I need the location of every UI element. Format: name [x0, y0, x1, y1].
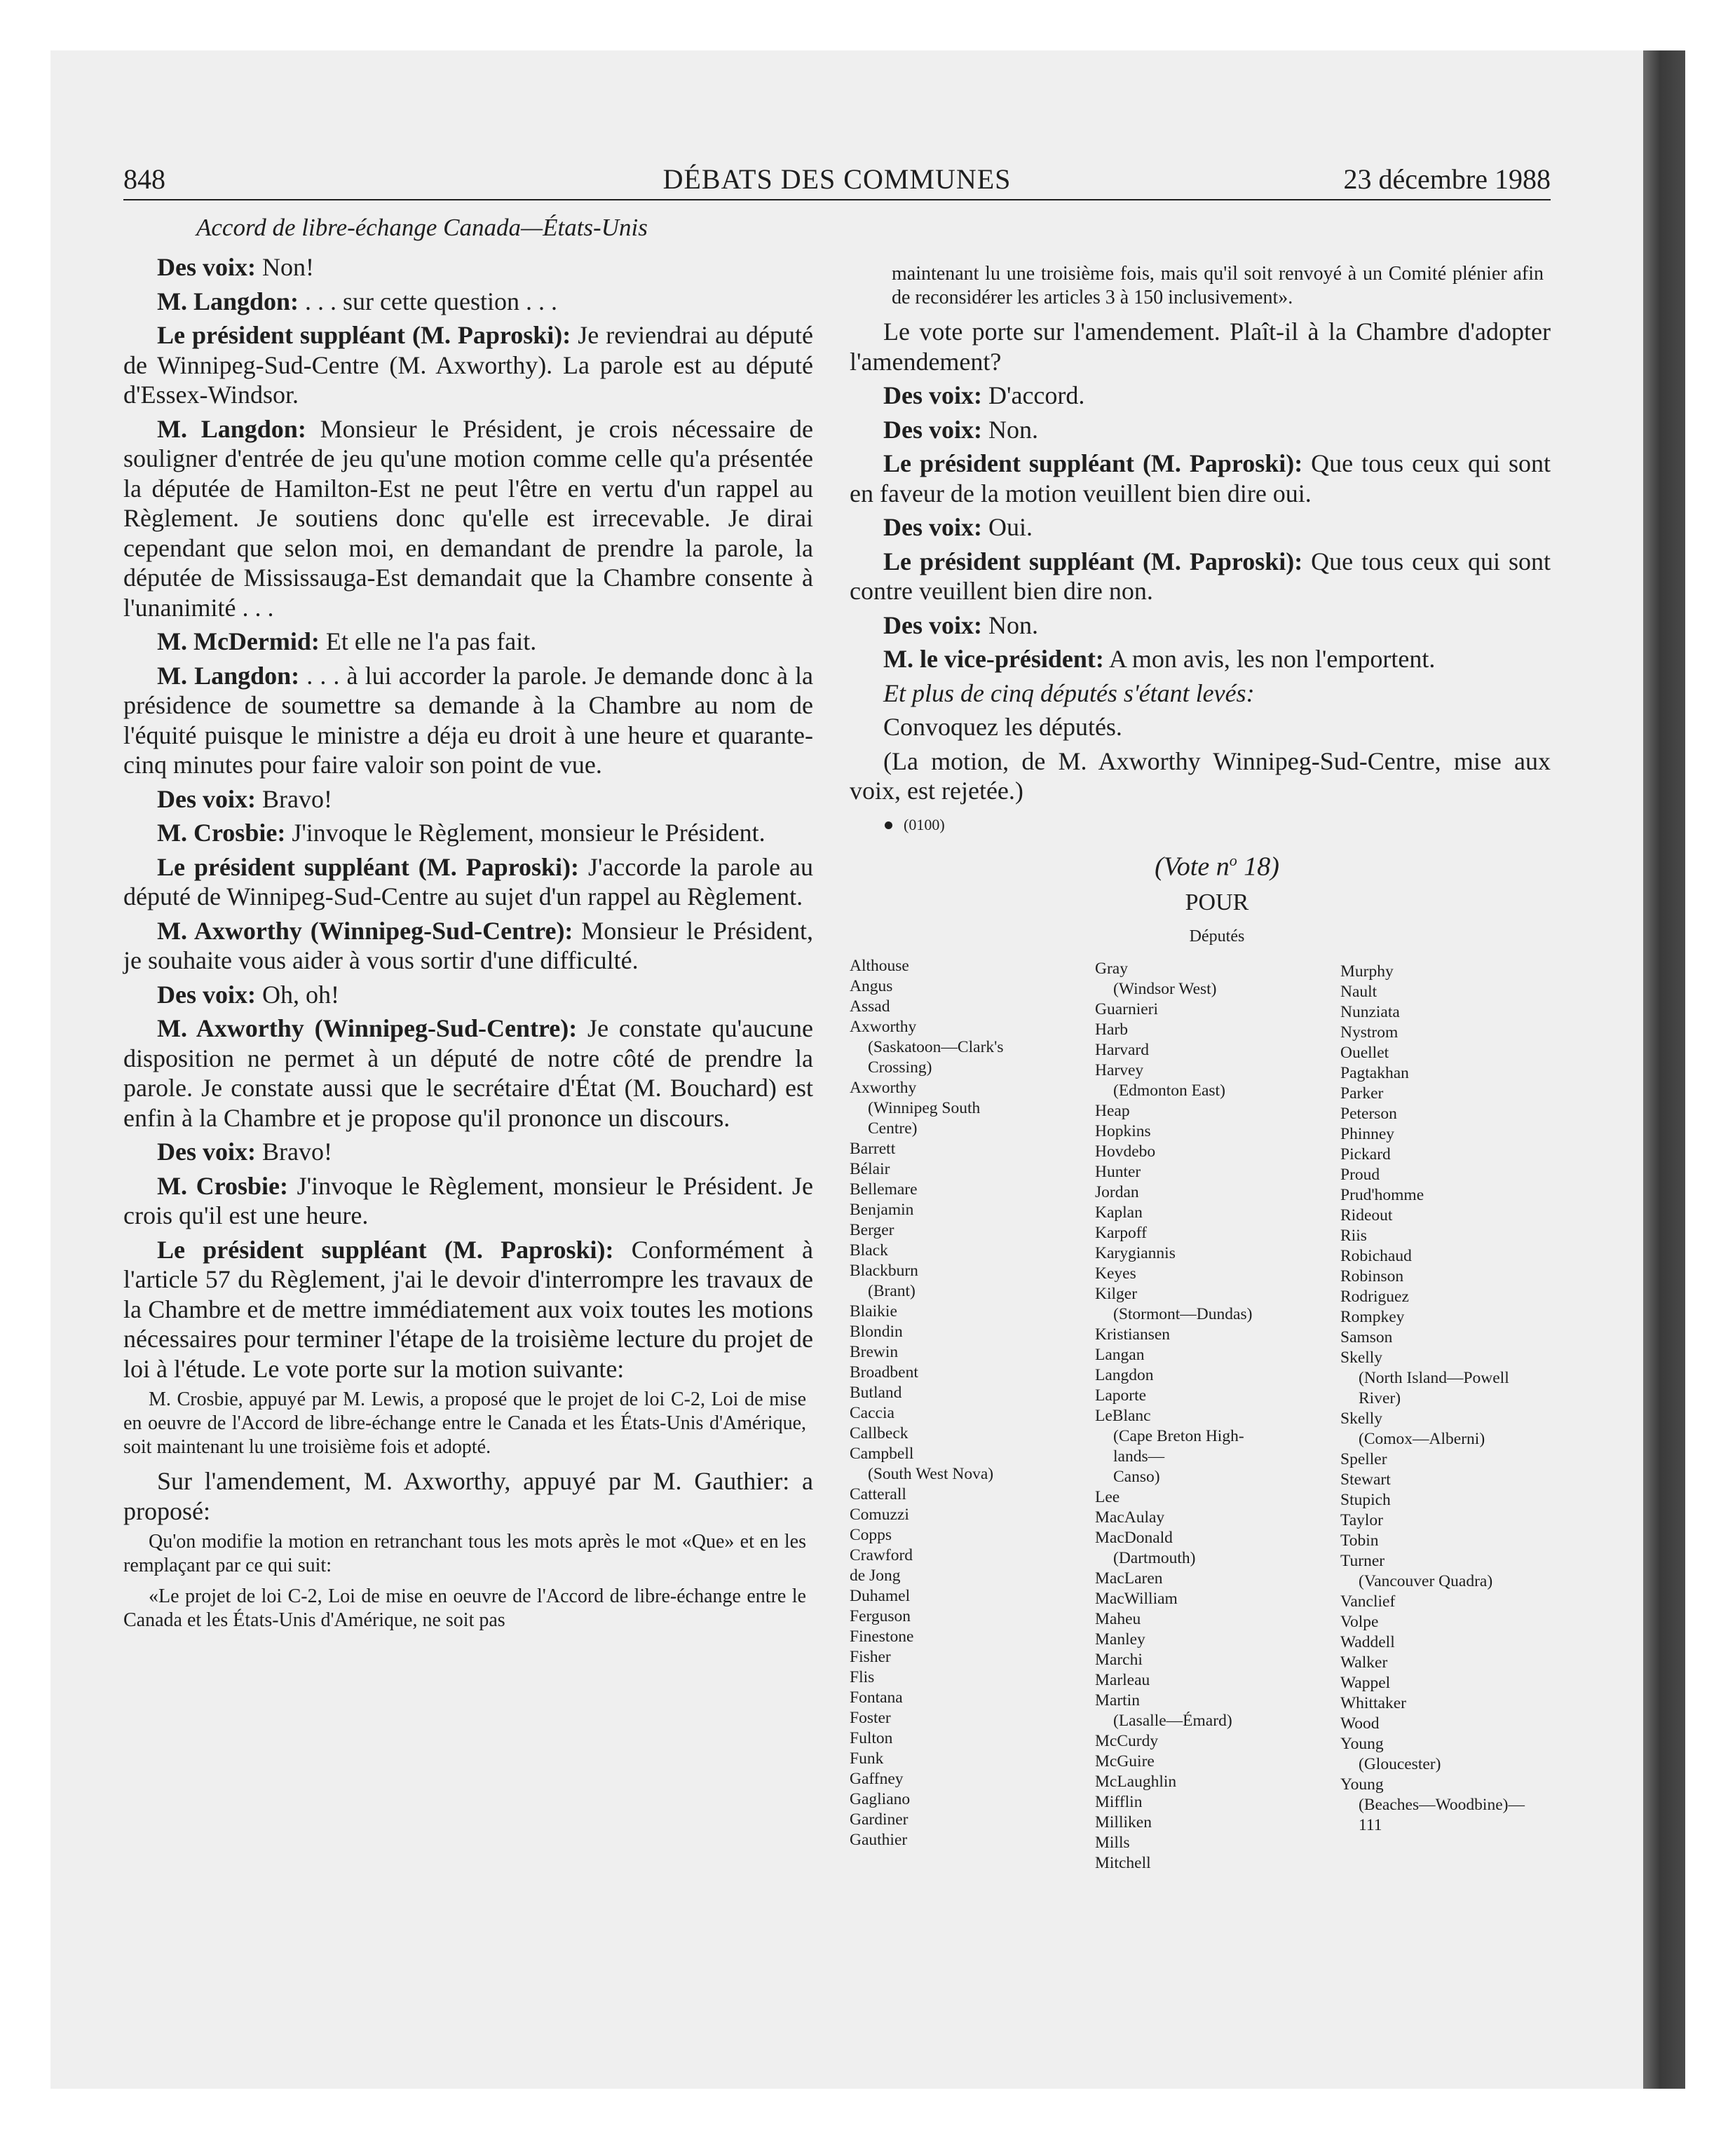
member-name: Tobin: [1340, 1531, 1379, 1550]
member-name: (Dartmouth): [1113, 1548, 1196, 1567]
paragraph: M. Langdon: . . . sur cette question . . .: [157, 287, 557, 315]
member-name: Martin: [1095, 1691, 1140, 1710]
member-name: Gaffney: [850, 1769, 904, 1788]
speaker: M. Langdon:: [157, 287, 299, 315]
speaker: Des voix:: [157, 1138, 256, 1166]
member-name: Murphy: [1340, 962, 1394, 981]
member-name: Harb: [1095, 1020, 1128, 1039]
member-name: Butland: [850, 1383, 902, 1402]
vote-heading-pour: POUR: [1185, 889, 1249, 915]
member-name: Robichaud: [1340, 1246, 1412, 1265]
member-name: Young: [1340, 1775, 1384, 1794]
member-name: Wappel: [1340, 1673, 1391, 1692]
member-name: Gray: [1095, 959, 1128, 978]
member-name: Copps: [850, 1525, 892, 1544]
member-name: Comuzzi: [850, 1505, 909, 1524]
paragraph: M. McDermid: Et elle ne l'a pas fait.: [157, 627, 537, 655]
member-name: (South West Nova): [868, 1464, 994, 1483]
member-name: (Brant): [868, 1281, 916, 1300]
page-date: 23 décembre 1988: [1343, 163, 1551, 195]
member-name: Hunter: [1095, 1162, 1141, 1181]
member-name: Finestone: [850, 1627, 914, 1646]
paragraph: Des voix: Non.: [883, 415, 1038, 444]
member-name: Callbeck: [850, 1424, 909, 1442]
member-name: Rideout: [1340, 1206, 1393, 1224]
quoted-amendment: Qu'on modifie la motion en retranchant tous les mots après le mot «Que» et en les remplaçant par ce qui suit:: [123, 1531, 806, 1576]
member-name: Milliken: [1095, 1813, 1152, 1831]
member-name: Vanclief: [1340, 1592, 1396, 1611]
speaker: Des voix:: [883, 381, 982, 409]
speaker: Des voix:: [157, 980, 256, 1009]
member-name: McLaughlin: [1095, 1772, 1177, 1791]
paragraph: Le vote porte sur l'amendement. Plaît-il à la Chambre d'adopter l'amendement?: [850, 318, 1551, 376]
speaker: Des voix:: [883, 610, 982, 639]
member-name: Harvey: [1095, 1060, 1144, 1079]
speaker: Le président suppléant (M. Paproski):: [883, 449, 1303, 477]
paragraph: Des voix: Non.: [883, 610, 1038, 639]
member-name: de Jong: [850, 1566, 901, 1585]
paragraph: Des voix: Oh, oh!: [157, 980, 339, 1009]
member-name: Gardiner: [850, 1810, 909, 1829]
member-name: (Cape Breton High-: [1113, 1426, 1244, 1445]
member-name: Heap: [1095, 1101, 1130, 1120]
member-name: Ferguson: [850, 1606, 911, 1625]
paragraph: Des voix: D'accord.: [883, 381, 1085, 409]
page-header: [123, 160, 1551, 199]
vote-subheading-deputes: Députés: [1189, 927, 1245, 946]
member-name: Fontana: [850, 1688, 903, 1707]
speaker: M. Langdon:: [157, 661, 300, 690]
member-name: LeBlanc: [1095, 1406, 1151, 1425]
member-name: (Vancouver Quadra): [1359, 1571, 1493, 1590]
member-name: Volpe: [1340, 1612, 1379, 1631]
member-name: Riis: [1340, 1226, 1367, 1245]
member-name: MacLaren: [1095, 1569, 1163, 1588]
member-name: Nunziata: [1340, 1002, 1400, 1021]
member-name: Brewin: [850, 1342, 899, 1361]
member-name: Axworthy: [850, 1078, 917, 1097]
member-name: Kristiansen: [1095, 1325, 1171, 1344]
member-name: Hopkins: [1095, 1121, 1151, 1140]
member-name: Lee: [1095, 1487, 1120, 1506]
member-name: Broadbent: [850, 1363, 918, 1381]
member-name: Prud'homme: [1340, 1185, 1424, 1204]
member-name: Assad: [850, 997, 890, 1016]
time-marker: (0100): [850, 810, 1551, 840]
paragraph: Convoquez les députés.: [883, 713, 1122, 741]
member-name: Waddell: [1340, 1632, 1395, 1651]
scan-edge-shadow: [1643, 50, 1685, 2089]
member-name: McCurdy: [1095, 1731, 1159, 1750]
member-name: (Windsor West): [1113, 979, 1217, 998]
member-name: Stewart: [1340, 1470, 1391, 1489]
member-name: Robinson: [1340, 1267, 1404, 1285]
paragraph: Le président suppléant (M. Paproski): Conformément à l'article 57 du Règlement, j'ai le devoir d'interrompre les travaux de la Chambre et de mettre immédiatement aux voix toutes les motions nécessaires pour terminer l'étape de la troisième lecture du projet de loi à l'étude. Le vote porte sur la motion suivante:: [123, 1235, 813, 1383]
speaker: M. Crosbie:: [157, 1171, 288, 1200]
member-name: Campbell: [850, 1444, 914, 1463]
name-column-3: [1340, 962, 1551, 1836]
member-name: Canso): [1113, 1467, 1160, 1486]
member-name: Jordan: [1095, 1182, 1139, 1201]
member-name: MacWilliam: [1095, 1589, 1178, 1608]
member-name: Caccia: [850, 1403, 894, 1422]
name-column-1: [850, 956, 1088, 1850]
running-head: Accord de libre-échange Canada—États-Unis: [196, 214, 648, 241]
member-name: Maheu: [1095, 1609, 1141, 1628]
member-name: Fulton: [850, 1728, 893, 1747]
paragraph: M. Langdon: Monsieur le Président, je crois nécessaire de souligner d'entrée de jeu qu'une motion comme celle qu'a présentée la députée de Hamilton-Est ne peut l'être en vertu d'un rappel au Règlement. Je soutiens donc qu'elle est irrecevable. Je dirai cependant que selon moi, en demandant de prendre la parole, la députée de Mississauga-Est demandait que la Chambre consente à l'unanimité . . .: [123, 414, 813, 622]
member-name: Funk: [850, 1749, 884, 1768]
member-name: Berger: [850, 1220, 894, 1239]
member-name: (Saskatoon—Clark's: [868, 1037, 1004, 1056]
member-name: Laporte: [1095, 1386, 1147, 1405]
member-name: Karygiannis: [1095, 1243, 1176, 1262]
header-rule: [123, 199, 1551, 200]
member-name: Stupich: [1340, 1490, 1391, 1509]
member-name: Young: [1340, 1734, 1384, 1753]
member-name: Nystrom: [1340, 1023, 1399, 1042]
paragraph: M. Axworthy (Winnipeg-Sud-Centre): Je constate qu'aucune disposition ne permet à un député de notre côté de prendre la parole. Je constate aussi que le secrétaire d'État (M. Bouchard) est enfin à la Chambre et je propose qu'il prononce un discours.: [123, 1014, 814, 1132]
member-name: Ouellet: [1340, 1043, 1389, 1062]
member-name: 111: [1359, 1815, 1382, 1834]
member-name: Peterson: [1340, 1104, 1397, 1123]
member-name: Rodriguez: [1340, 1287, 1409, 1306]
member-name: Pickard: [1340, 1145, 1391, 1164]
member-name: Langdon: [1095, 1365, 1154, 1384]
left-column: [123, 252, 813, 1639]
member-name: Skelly: [1340, 1348, 1383, 1367]
member-name: Karpoff: [1095, 1223, 1147, 1242]
member-name: Kilger: [1095, 1284, 1138, 1303]
member-name: Marchi: [1095, 1650, 1143, 1669]
speaker: Des voix:: [883, 415, 982, 444]
speaker: Des voix:: [883, 513, 982, 541]
quoted-amendment-continued: maintenant lu une troisième fois, mais qu'il soit renvoyé à un Comité plénier afin de reconsidérer les articles 3 à 150 inclusivement».: [892, 263, 1544, 308]
member-name: Taylor: [1340, 1510, 1383, 1529]
speaker: M. Langdon:: [157, 414, 306, 443]
member-name: Langan: [1095, 1345, 1145, 1364]
speaker: Le président suppléant (M. Paproski):: [157, 1235, 614, 1264]
vote-title: (Vote $n^o$ 18): [1155, 852, 1279, 882]
paragraph: M. Crosbie: J'invoque le Règlement, monsieur le Président. Je crois qu'il est une heure.: [123, 1171, 813, 1229]
paragraph: Sur l'amendement, M. Axworthy, appuyé par M. Gauthier: a proposé:: [123, 1467, 813, 1525]
member-name: Althouse: [850, 956, 909, 975]
member-name: Walker: [1340, 1653, 1388, 1672]
right-column: [850, 258, 1551, 1872]
speaker: M. McDermid:: [157, 627, 320, 655]
member-name: Parker: [1340, 1084, 1384, 1103]
member-name: (Comox—Alberni): [1359, 1429, 1485, 1448]
paragraph: M. Langdon: . . . à lui accorder la parole. Je demande donc à la présidence de soumettre sa demande à la Chambre au nom de l'équité puisque le ministre a déja eu droit à une heure et quarante-cinq minutes pour faire valoir son point de vue.: [123, 661, 813, 779]
quoted-amendment-text: «Le projet de loi C-2, Loi de mise en oeuvre de l'Accord de libre-échange entre le Canada et les États-Unis d'Amérique, ne soit pas: [123, 1585, 806, 1631]
member-name: Catterall: [850, 1485, 906, 1503]
member-name: lands—: [1113, 1447, 1165, 1466]
publication-title: DÉBATS DES COMMUNES: [662, 163, 1012, 195]
member-name: Samson: [1340, 1328, 1393, 1346]
member-name: (Lasalle—Émard): [1113, 1711, 1232, 1730]
member-name: (Beaches—Woodbine)—: [1359, 1795, 1525, 1814]
vote-name-list: [850, 956, 1551, 1872]
member-name: Crossing): [868, 1058, 932, 1077]
member-name: Benjamin: [850, 1200, 914, 1219]
bullet-icon: [885, 821, 892, 829]
paragraph: M. le vice-président: A mon avis, les non l'emportent.: [883, 645, 1436, 673]
speaker: M. Crosbie:: [157, 819, 286, 847]
member-name: Proud: [1340, 1165, 1380, 1184]
member-name: Blondin: [850, 1322, 903, 1341]
member-name: Whittaker: [1340, 1693, 1406, 1712]
speaker: M. Axworthy (Winnipeg-Sud-Centre):: [157, 916, 573, 945]
speaker: Des voix:: [157, 784, 256, 813]
quoted-motion: M. Crosbie, appuyé par M. Lewis, a proposé que le projet de loi C-2, Loi de mise en oeuvre de l'Accord de libre-échange entre le Canada et les États-Unis d'Amérique, soit maintenant lu une troisième fois et adopté.: [123, 1389, 806, 1458]
paragraph: Des voix: Oui.: [883, 513, 1033, 541]
member-name: MacDonald: [1095, 1528, 1173, 1547]
member-name: (North Island—Powell: [1359, 1368, 1509, 1387]
member-name: Flis: [850, 1667, 875, 1686]
member-name: Foster: [850, 1708, 891, 1727]
paragraph: Des voix: Bravo!: [157, 784, 332, 813]
member-name: Barrett: [850, 1139, 896, 1158]
speaker: Le président suppléant (M. Paproski):: [157, 852, 580, 881]
member-name: Speller: [1340, 1449, 1387, 1468]
member-name: River): [1359, 1389, 1401, 1407]
paragraph: M. Crosbie: J'invoque le Règlement, monsieur le Président.: [157, 819, 766, 847]
member-name: Blackburn: [850, 1261, 918, 1280]
member-name: (Edmonton East): [1113, 1081, 1225, 1100]
member-name: McGuire: [1095, 1752, 1155, 1770]
member-name: Mifflin: [1095, 1792, 1143, 1811]
member-name: Axworthy: [850, 1017, 917, 1036]
paragraph: Des voix: Bravo!: [157, 1138, 332, 1166]
member-name: Gauthier: [850, 1830, 908, 1849]
paragraph: (La motion, de M. Axworthy Winnipeg-Sud-Centre, mise aux voix, est rejetée.): [850, 746, 1551, 805]
member-name: (Gloucester): [1359, 1754, 1441, 1773]
member-name: Manley: [1095, 1630, 1145, 1649]
member-name: Centre): [868, 1119, 918, 1138]
member-name: Keyes: [1095, 1264, 1136, 1283]
member-name: Black: [850, 1241, 888, 1260]
member-name: (Winnipeg South: [868, 1098, 981, 1117]
member-name: MacAulay: [1095, 1508, 1165, 1527]
paragraph: M. Axworthy (Winnipeg-Sud-Centre): Monsieur le Président, je souhaite vous aider à vous sortir d'une difficulté.: [123, 916, 813, 974]
paragraph: Des voix: Non!: [157, 253, 314, 281]
member-name: Rompkey: [1340, 1307, 1405, 1326]
speaker: M. le vice-président:: [883, 645, 1104, 673]
name-column-2: [1095, 959, 1333, 1874]
member-name: Gagliano: [850, 1789, 911, 1808]
member-name: Bellemare: [850, 1180, 918, 1199]
member-name: Pagtakhan: [1340, 1063, 1409, 1082]
member-name: Bélair: [850, 1159, 890, 1178]
member-name: Marleau: [1095, 1670, 1150, 1689]
paragraph: Le président suppléant (M. Paproski): Que tous ceux qui sont en faveur de la motion veuillent bien dire oui.: [850, 449, 1551, 507]
member-name: Phinney: [1340, 1124, 1395, 1143]
stage-direction: Et plus de cinq députés s'étant levés:: [883, 678, 1255, 707]
member-name: Turner: [1340, 1551, 1385, 1570]
member-name: Nault: [1340, 982, 1377, 1001]
member-name: Blaikie: [850, 1302, 897, 1321]
member-name: Fisher: [850, 1647, 891, 1666]
member-name: Duhamel: [850, 1586, 911, 1605]
member-name: Skelly: [1340, 1409, 1383, 1428]
member-name: Mitchell: [1095, 1853, 1151, 1872]
member-name: Crawford: [850, 1546, 913, 1564]
paragraph: Le président suppléant (M. Paproski): Que tous ceux qui sont contre veuillent bien dire non.: [850, 547, 1551, 605]
member-name: Harvard: [1095, 1040, 1149, 1059]
speaker: Le président suppléant (M. Paproski):: [157, 321, 571, 349]
paragraph: Le président suppléant (M. Paproski): J'accorde la parole au député de Winnipeg-Sud-Centre au sujet d'un rappel au Règlement.: [123, 852, 813, 910]
member-name: Hovdebo: [1095, 1142, 1156, 1161]
member-name: Kaplan: [1095, 1203, 1143, 1222]
page-number: 848: [123, 163, 165, 195]
member-name: Guarnieri: [1095, 999, 1159, 1018]
member-name: Wood: [1340, 1714, 1380, 1733]
member-name: Angus: [850, 976, 893, 995]
member-name: Mills: [1095, 1833, 1130, 1852]
member-name: (Stormont—Dundas): [1113, 1304, 1253, 1323]
speaker: Des voix:: [157, 253, 256, 281]
speaker: M. Axworthy (Winnipeg-Sud-Centre):: [157, 1014, 578, 1042]
speaker: Le président suppléant (M. Paproski):: [883, 547, 1303, 575]
paragraph: Le président suppléant (M. Paproski): Je reviendrai au député de Winnipeg-Sud-Centre (M. Axworthy). La parole est au député d'Essex-Windsor.: [123, 321, 813, 409]
